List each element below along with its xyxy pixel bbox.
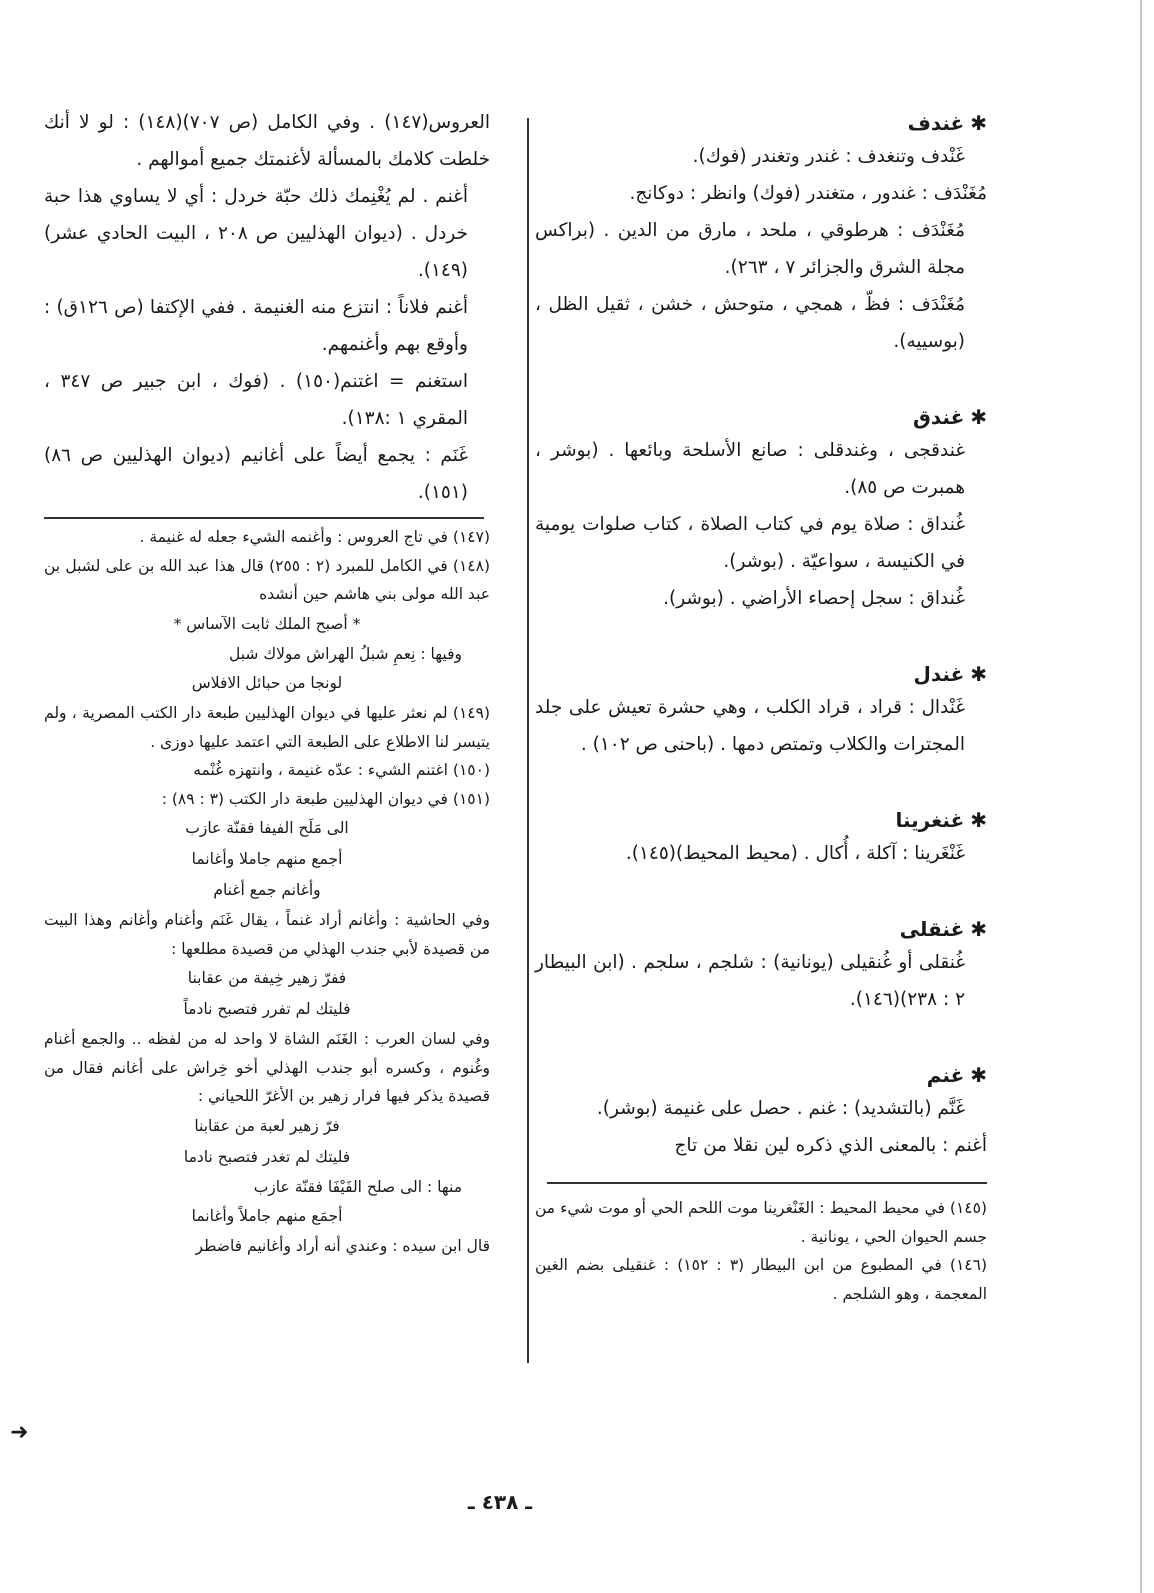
verse: فليتك لم تفرر فتصبح نادماً: [183, 1000, 351, 1018]
entry-line: غَنْغَرينا : آكلة ، أُكال . (محيط المحيط)(١٤٥).: [625, 843, 965, 864]
footnote-text: وفيها : نِعمِ شبلُ الهراش مولاك شبل: [228, 644, 462, 663]
entry-line: أغنم : بالمعنى الذي ذكره لين نقلا من تاج: [674, 1135, 987, 1156]
entry-line: غَنْدال : قراد ، قراد الكلب ، وهي حشرة تعيش على جلد المجترات والكلاب وتمتص دمها . (باحنى ص ١٠٢) .: [535, 697, 965, 755]
entry-line: العروس(١٤٧) . وفي الكامل (ص ٧٠٧)(١٤٨) : لو لا أنك خلطت كلامك بالمسألة لأغنمتك جميع أموالهم .: [44, 112, 490, 170]
entry-line: أغنم . لم يُغْنِمك ذلك حبّة خردل : أي لا يساوي هذا حبة خردل . (ديوان الهذليين ص ٢٠٨ ، البيت الحادي عشر)(١٤٩).: [44, 186, 468, 281]
entry-line: غَنَّم (بالتشديد) : غنم . حصل على غنيمة (بوشر).: [596, 1098, 965, 1119]
entry-line: أغنم فلاناً : انتزع منه الغنيمة . ففي الإكتفا (ص ١٢٦ق) : وأوقع بهم وأغنمهم.: [44, 297, 468, 355]
footnote: (١٤٦) في المطبوع من ابن البيطار (٣ : ١٥٢) : غنقيلى بضم الغين المعجمة ، وهو الشلجم .: [535, 1256, 987, 1303]
footnote-text: وفي لسان العرب : الغَنَم الشاة لا واحد له من لفظه .. والجمع أغنام وغُنوم ، وكسره أبو جندب الهذلي أخو خِراش على أغانم فقال من قصيدة يذكر فيها فرار زهير بن الأغرّ اللحياني :: [44, 1030, 490, 1105]
right-column: [535, 108, 987, 1308]
entry-line: غُنقلى أو غُنقيلى (يونانية) : شلجم ، سلجم . (ابن البيطار ٢ : ٢٣٨)(١٤٦).: [535, 952, 965, 1010]
footnote-text: قال ابن سيده : وعندي أنه أراد وأغانيم فاضطر: [195, 1237, 490, 1255]
entry-line: غَنْدف وتنغدف : غندر وتغندر (فوك).: [692, 146, 965, 167]
column-divider: [527, 118, 529, 1363]
entry-line: مُغَنْدَف : هرطوقي ، ملحد ، مارق من الدين . (براكس مجلة الشرق والجزائر ٧ ، ٢٦٣).: [535, 220, 965, 278]
entry-ghndq: [535, 402, 987, 617]
entry-line: مُغَنْدَف : فظّ ، همجي ، متوحش ، خشن ، ثقيل الظل ، (بوسييه).: [535, 294, 965, 352]
left-footnotes: [44, 519, 490, 1261]
verse: أجمع منهم جاملا وأغانما: [191, 850, 343, 868]
entry-line: استغنم = اغتنم(١٥٠) . (فوك ، ابن جبير ص ٣٤٧ ، المقري ١ :١٣٨).: [44, 371, 468, 429]
footnote: (١٥١) في ديوان الهذليين طبعة دار الكتب (٣ : ٨٩) :: [161, 789, 490, 808]
left-column: [44, 104, 490, 1261]
footnote-text: منها : الى صلح الفَيْفَا فقنّة عازب: [253, 1177, 462, 1196]
entry-heading: ✱غندق: [912, 405, 987, 429]
entry-ghndl: [535, 659, 987, 763]
asterisk-icon: ✱: [970, 808, 987, 832]
entry-heading: ✱غنغرينا: [895, 808, 987, 832]
verse: الى مَلَح الفيفا فقنّة عازب: [185, 819, 349, 837]
verse: وأغانم جمع أغنام: [213, 881, 321, 899]
entry-line: غُنداق : سجل إحصاء الأراضي . (بوشر).: [663, 588, 965, 609]
entry-heading: ✱غنم: [926, 1063, 987, 1087]
asterisk-icon: ✱: [970, 662, 987, 686]
entry-heading: ✱غنقلى: [899, 917, 987, 941]
asterisk-icon: ✱: [970, 111, 987, 135]
entry-line: غندقجى ، وغندقلى : صانع الأسلحة وبائعها . (بوشر ، همبرت ص ٨٥).: [535, 440, 965, 498]
asterisk-icon: ✱: [970, 1063, 987, 1087]
entry-line: مُغَنْدَف : غندور ، متغندر (فوك) وانظر : دوكانج.: [629, 183, 987, 204]
left-arrow-icon: ➜: [10, 1420, 29, 1445]
page-number: ـ ٤٣٨ ـ: [467, 1490, 533, 1514]
footnote-text: وفي الحاشية : وأغانم أراد غنماً ، يقال غَنَم وأغنام وأغانم وهذا البيت من قصيدة لأبي جندب الهذلي من قصيدة مطلعها :: [44, 911, 490, 958]
entry-line: غُنداق : صلاة يوم في كتاب الصلاة ، كتاب صلوات يومية في الكنيسة ، سواعيّة . (بوشر).: [535, 514, 965, 572]
entry-ghndf: [535, 108, 987, 360]
footnote: (١٤٧) في تاج العروس : وأغنمه الشيء جعله له غنيمة .: [139, 528, 490, 546]
entry-line: غَنَم : يجمع أيضاً على أغانيم (ديوان الهذليين ص ٨٦)(١٥١).: [44, 445, 468, 503]
verse: أجمَع منهم جاملاً وأغانما: [191, 1207, 343, 1225]
asterisk-icon: ✱: [970, 405, 987, 429]
verse: لونجا من حبائل الافلاس: [191, 674, 343, 692]
footnote: (١٥٠) اغتنم الشيء : عدّه غنيمة ، وانتهزه غُنْمه: [193, 761, 490, 779]
entry-ghnm: [535, 1060, 987, 1164]
entry-ghnghrina: [535, 805, 987, 872]
entry-ghnqli: [535, 914, 987, 1018]
footnote: (١٤٥) في محيط المحيط : الغَنْغرينا موت اللحم الحي أو موت شيء من جسم الحيوان الحي ، يونانية .: [535, 1199, 987, 1246]
footnote: (١٤٨) في الكامل للمبرد (٢ : ٢٥٥) قال هذا عبد الله بن على لشبل بن عبد الله مولى بني هاشم حين أنشده: [44, 556, 491, 603]
verse: * أصبح الملك ثابت الآساس *: [173, 614, 361, 633]
entry-heading: ✱غندل: [913, 662, 987, 686]
entry-heading: ✱غندف: [907, 111, 987, 135]
asterisk-icon: ✱: [970, 917, 987, 941]
verse: فليتك لم تغدر فتصبح نادما: [183, 1147, 351, 1166]
right-footnotes: [535, 1184, 987, 1308]
verse: فرّ زهير لعبة من عقابنا: [194, 1116, 340, 1135]
verse: ففرّ زهير خِيفة من عقابنا: [187, 969, 347, 987]
scan-edge: [1140, 0, 1142, 1593]
footnote: (١٤٩) لم نعثر عليها في ديوان الهذليين طبعة دار الكتب المصرية ، ولم يتيسر لنا الاطلاع على الطبعة التي اعتمد عليها دوزى .: [44, 704, 490, 751]
